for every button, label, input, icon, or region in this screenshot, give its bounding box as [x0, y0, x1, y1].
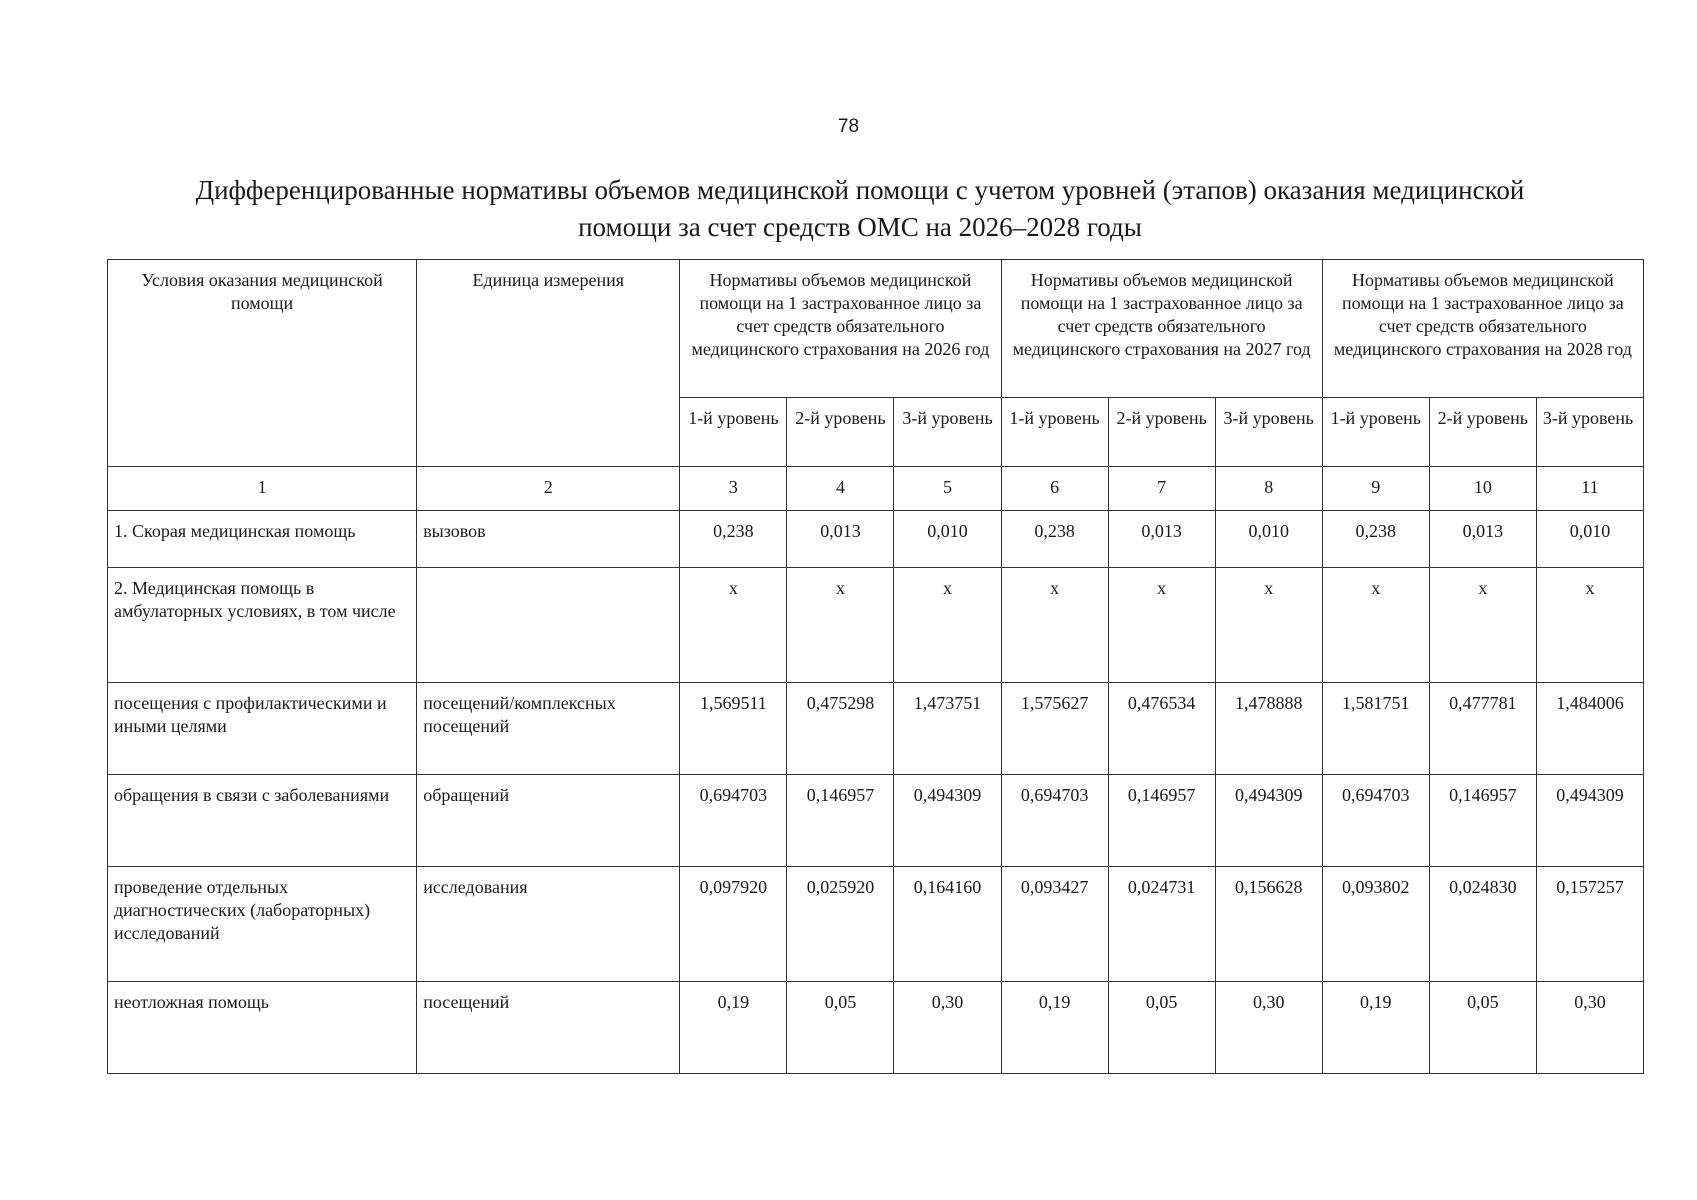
header-level: 1-й уровень [1001, 398, 1108, 467]
row-value: 0,476534 [1108, 683, 1215, 775]
row-value: 0,477781 [1429, 683, 1536, 775]
table-row [108, 867, 1644, 982]
row-value: 0,013 [1429, 511, 1536, 568]
column-number: 4 [787, 467, 894, 511]
header-level: 2-й уровень [1429, 398, 1536, 467]
column-number: 7 [1108, 467, 1215, 511]
header-level: 3-й уровень [1215, 398, 1322, 467]
row-condition: проведение отдельных диагностических (лабораторных) исследований [108, 867, 417, 982]
header-unit: Единица измерения [417, 260, 680, 467]
header-level: 2-й уровень [787, 398, 894, 467]
row-value: х [787, 568, 894, 683]
row-value: 0,093427 [1001, 867, 1108, 982]
header-level: 1-й уровень [1322, 398, 1429, 467]
header-level: 2-й уровень [1108, 398, 1215, 467]
header-level: 3-й уровень [894, 398, 1001, 467]
row-value: 0,010 [1536, 511, 1643, 568]
header-level: 3-й уровень [1536, 398, 1643, 467]
row-condition: посещения с профилактическими и иными целями [108, 683, 417, 775]
row-value: 0,093802 [1322, 867, 1429, 982]
row-value: 0,05 [1429, 982, 1536, 1074]
row-value: 0,024731 [1108, 867, 1215, 982]
row-value: 0,025920 [787, 867, 894, 982]
row-value: 0,013 [787, 511, 894, 568]
row-value: 0,164160 [894, 867, 1001, 982]
row-value: 1,575627 [1001, 683, 1108, 775]
row-value: 0,494309 [894, 775, 1001, 867]
row-value: 0,05 [787, 982, 894, 1074]
row-unit: обращений [417, 775, 680, 867]
row-unit: вызовов [417, 511, 680, 568]
row-unit: исследования [417, 867, 680, 982]
table-row [108, 775, 1644, 867]
row-value: 0,30 [1215, 982, 1322, 1074]
row-value: 0,494309 [1215, 775, 1322, 867]
table-row [108, 568, 1644, 683]
column-number: 3 [680, 467, 787, 511]
row-value: 1,569511 [680, 683, 787, 775]
row-value: 0,010 [894, 511, 1001, 568]
title-line-1: Дифференцированные нормативы объемов медицинской помощи с учетом уровней (этапов) оказания медицинской [195, 175, 1525, 205]
row-value: 1,473751 [894, 683, 1001, 775]
column-number: 8 [1215, 467, 1322, 511]
row-condition: 2. Медицинская помощь в амбулаторных условиях, в том числе [108, 568, 417, 683]
row-value: 0,30 [894, 982, 1001, 1074]
table-row [108, 511, 1644, 568]
row-value: 0,694703 [1322, 775, 1429, 867]
row-value: 0,30 [1536, 982, 1643, 1074]
row-value: 0,694703 [680, 775, 787, 867]
title-line-2: помощи за счет средств ОМС на 2026–2028 годы [578, 212, 1142, 242]
column-number: 9 [1322, 467, 1429, 511]
row-value: х [1536, 568, 1643, 683]
row-value: 0,694703 [1001, 775, 1108, 867]
row-value: х [1429, 568, 1536, 683]
row-condition: обращения в связи с заболеваниями [108, 775, 417, 867]
row-value: х [894, 568, 1001, 683]
header-level: 1-й уровень [680, 398, 787, 467]
row-condition: 1. Скорая медицинская помощь [108, 511, 417, 568]
row-value: 0,156628 [1215, 867, 1322, 982]
row-condition: неотложная помощь [108, 982, 417, 1074]
column-number: 2 [417, 467, 680, 511]
row-value: 0,238 [1322, 511, 1429, 568]
row-value: 0,238 [680, 511, 787, 568]
table-row [108, 982, 1644, 1074]
header-year-2028: Нормативы объемов медицинской помощи на 1 застрахованное лицо за счет средств обязательного медицинского страхования на 2028 год [1322, 260, 1643, 398]
page-number: 78 [837, 116, 860, 137]
row-value: 0,146957 [1429, 775, 1536, 867]
norms-table [107, 259, 1644, 1074]
row-value: 0,475298 [787, 683, 894, 775]
row-value: 0,19 [1322, 982, 1429, 1074]
row-value: х [1215, 568, 1322, 683]
row-unit [417, 568, 680, 683]
document-title [150, 172, 1570, 246]
row-value: х [1322, 568, 1429, 683]
column-number: 1 [108, 467, 417, 511]
row-value: 0,05 [1108, 982, 1215, 1074]
header-year-2026: Нормативы объемов медицинской помощи на 1 застрахованное лицо за счет средств обязательного медицинского страхования на 2026 год [680, 260, 1001, 398]
row-value: 0,238 [1001, 511, 1108, 568]
row-value: х [1108, 568, 1215, 683]
column-number: 6 [1001, 467, 1108, 511]
column-number: 11 [1536, 467, 1643, 511]
column-number: 5 [894, 467, 1001, 511]
header-row-groups [108, 260, 1644, 398]
table-row [108, 683, 1644, 775]
row-value: х [1001, 568, 1108, 683]
row-value: 0,19 [680, 982, 787, 1074]
column-number-row [108, 467, 1644, 511]
row-value: 1,484006 [1536, 683, 1643, 775]
row-unit: посещений/комплексных посещений [417, 683, 680, 775]
row-value: 0,010 [1215, 511, 1322, 568]
row-value: 0,146957 [1108, 775, 1215, 867]
row-value: 0,013 [1108, 511, 1215, 568]
row-value: 0,19 [1001, 982, 1108, 1074]
row-value: 0,146957 [787, 775, 894, 867]
column-number: 10 [1429, 467, 1536, 511]
row-value: 1,478888 [1215, 683, 1322, 775]
row-value: 0,024830 [1429, 867, 1536, 982]
row-value: 0,494309 [1536, 775, 1643, 867]
row-value: 0,157257 [1536, 867, 1643, 982]
row-value: х [680, 568, 787, 683]
header-year-2027: Нормативы объемов медицинской помощи на 1 застрахованное лицо за счет средств обязательного медицинского страхования на 2027 год [1001, 260, 1322, 398]
row-unit: посещений [417, 982, 680, 1074]
row-value: 0,097920 [680, 867, 787, 982]
row-value: 1,581751 [1322, 683, 1429, 775]
header-conditions: Условия оказания медицинской помощи [108, 260, 417, 467]
